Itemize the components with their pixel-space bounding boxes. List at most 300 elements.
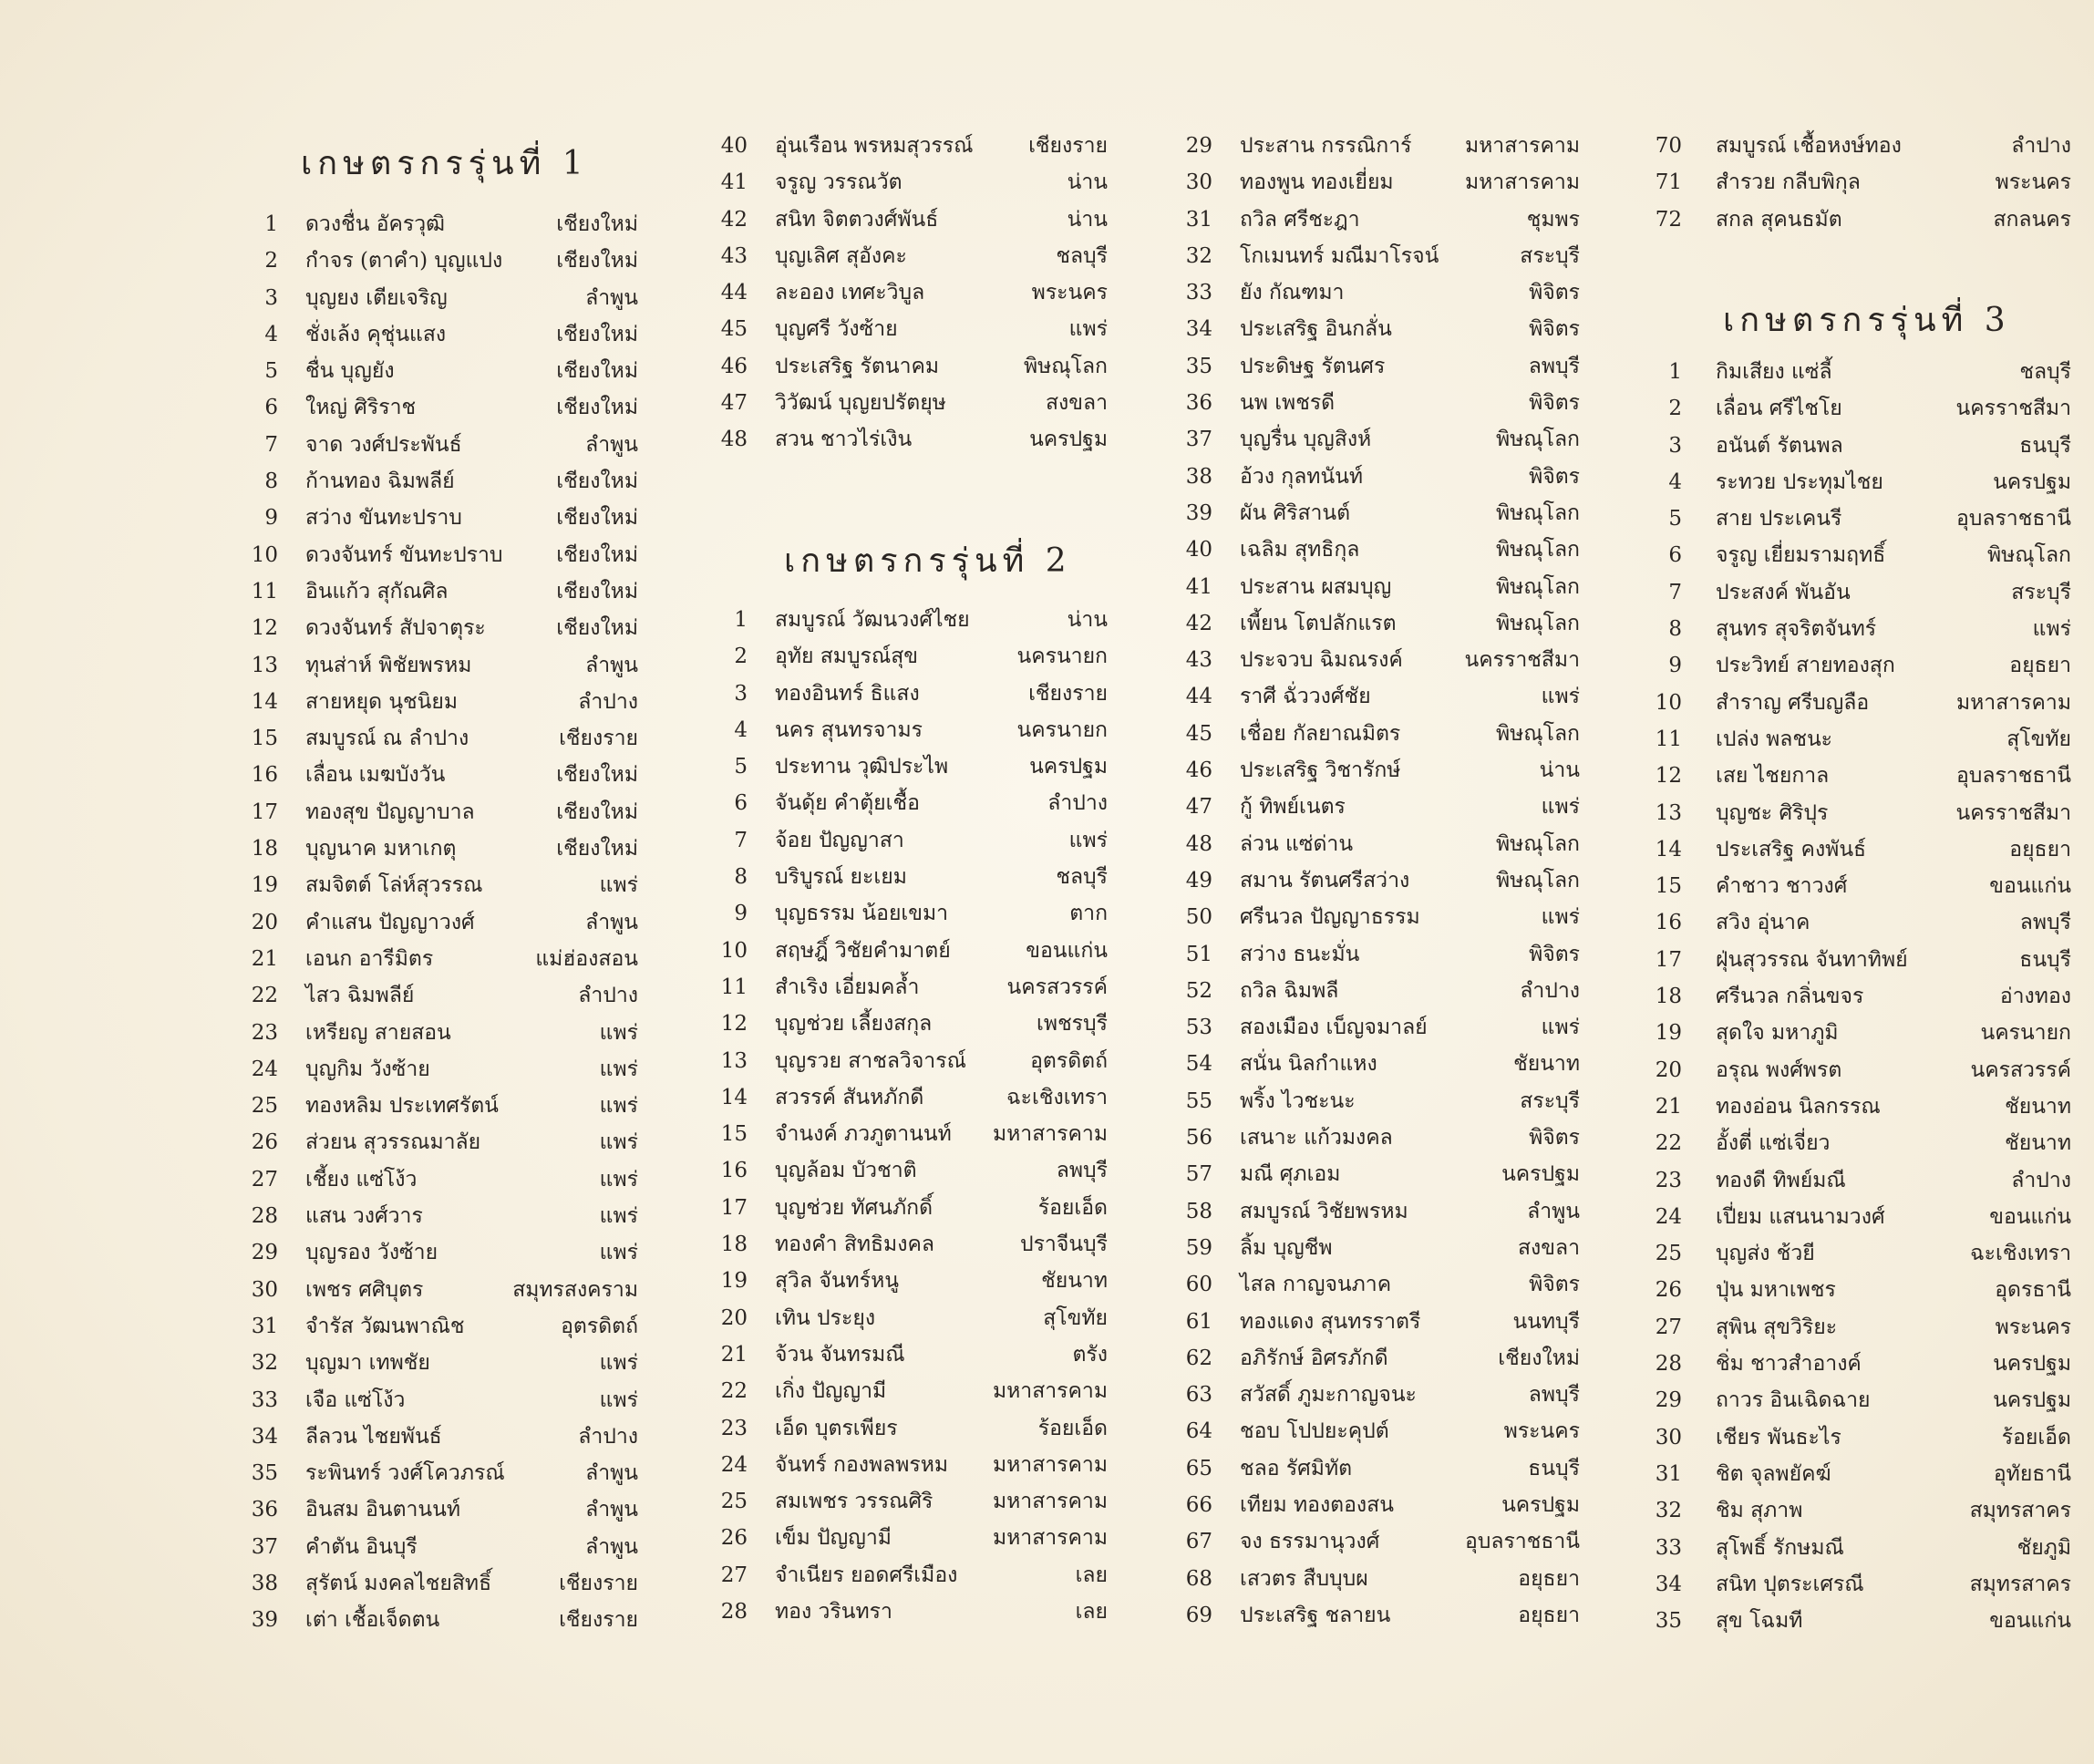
entry-number: 32 xyxy=(1185,243,1212,268)
province: นครนายก xyxy=(1016,645,1108,669)
list-item xyxy=(1176,716,1580,752)
farmer-name: บุญศรี วังซ้าย xyxy=(775,317,898,342)
farmer-name: วิวัฒน์ บุญยปรัตยุษ xyxy=(775,391,946,416)
entry-number: 64 xyxy=(1185,1419,1212,1444)
list-item xyxy=(1645,1272,2071,1308)
entry-number: 29 xyxy=(1185,134,1212,158)
entry-number: 66 xyxy=(1185,1492,1212,1517)
farmer-name: สมจิตต์ โล่ห์สุวรรณ xyxy=(305,873,483,898)
list-item xyxy=(1176,128,1580,164)
province: สุโขทัย xyxy=(1043,1305,1108,1330)
farmer-name: สำเริง เอี่ยมคล้ำ xyxy=(775,975,920,999)
province: ลพบุรี xyxy=(1528,1383,1580,1408)
entry-number: 27 xyxy=(1655,1315,1682,1339)
farmer-name: บุญล้อม บัวชาติ xyxy=(775,1159,917,1183)
entry-number: 35 xyxy=(1655,1609,1682,1634)
list-item xyxy=(711,1447,1108,1483)
entry-number: 22 xyxy=(720,1379,748,1404)
entry-number: 4 xyxy=(1668,469,1682,494)
entry-number: 70 xyxy=(1655,134,1682,158)
farmer-name: สุพิน สุขวิริยะ xyxy=(1716,1315,1838,1339)
farmer-name: ชั่งเล้ง คุชุ่นแสง xyxy=(305,322,447,346)
farmer-name: กู้ ทิพย์เนตร xyxy=(1240,795,1346,820)
farmer-name: สุนทร สุจริตจันทร์ xyxy=(1716,617,1877,642)
list-item xyxy=(711,1152,1108,1189)
farmer-name: ประจวบ ฉิมณรงค์ xyxy=(1240,648,1403,673)
entry-number: 29 xyxy=(1655,1388,1682,1413)
farmer-name: ส่วยน สุวรรณมาลัย xyxy=(305,1130,481,1155)
farmer-name: สมาน รัตนศรีสว่าง xyxy=(1240,868,1410,892)
list-item xyxy=(711,1557,1108,1594)
entry-number: 40 xyxy=(1185,538,1212,562)
list-item xyxy=(711,1079,1108,1116)
entry-number: 25 xyxy=(251,1094,278,1119)
entry-number: 13 xyxy=(720,1048,748,1073)
entry-number: 4 xyxy=(264,322,278,346)
farmer-name: บุญชะ ศิริปุร xyxy=(1716,800,1829,825)
farmer-name: สว่าง ธนะมั่น xyxy=(1240,942,1360,966)
entry-number: 27 xyxy=(251,1167,278,1191)
entry-number: 15 xyxy=(1655,874,1682,899)
province: แพร่ xyxy=(2032,617,2071,642)
entry-number: 32 xyxy=(251,1351,278,1376)
province: สงขลา xyxy=(1517,1235,1580,1260)
list-item xyxy=(711,785,1108,821)
province: ชัยนาท xyxy=(2005,1131,2071,1156)
list-item xyxy=(242,1455,638,1491)
province: อุบลราชธานี xyxy=(1464,1530,1580,1554)
list-item xyxy=(1176,459,1580,495)
province: พิจิตร xyxy=(1529,464,1580,489)
entry-number: 18 xyxy=(1655,985,1682,1009)
province: พิจิตร xyxy=(1529,1273,1580,1297)
list-item xyxy=(1645,428,2071,464)
list-item xyxy=(1176,826,1580,862)
list-item xyxy=(1176,862,1580,899)
province: แพร่ xyxy=(1541,685,1580,709)
entry-number: 56 xyxy=(1185,1126,1212,1150)
entry-number: 2 xyxy=(734,645,748,669)
list-item xyxy=(1645,1346,2071,1382)
entry-number: 8 xyxy=(1668,617,1682,642)
list-item xyxy=(242,1161,638,1198)
farmer-name: พริ้ง ไวชะนะ xyxy=(1240,1088,1356,1113)
province: แพร่ xyxy=(599,1020,638,1045)
province: สระบุรี xyxy=(1520,243,1580,268)
list-item xyxy=(242,463,638,500)
list-item xyxy=(242,867,638,903)
province: นครนายก xyxy=(1016,717,1108,742)
farmer-name: บุญกิม วังซ้าย xyxy=(305,1057,430,1081)
farmer-name: สนิท ปุตระเศรณี xyxy=(1716,1572,1864,1596)
farmer-name: สุข โฉมที xyxy=(1716,1609,1803,1634)
column-generation-1-part-2 xyxy=(711,128,1108,459)
province: ชัยภูมิ xyxy=(2017,1535,2071,1560)
farmer-name: จำเนียร ยอดศรีเมือง xyxy=(775,1563,958,1587)
province: ขอนแก่น xyxy=(1026,938,1108,963)
list-item xyxy=(1176,495,1580,531)
list-item xyxy=(711,1410,1108,1447)
province: ร้อยเอ็ด xyxy=(1037,1416,1108,1440)
farmer-name: ทุนส่าห์ พิชัยพรหม xyxy=(305,653,472,677)
province: พระนคร xyxy=(1031,281,1108,305)
province: อยุธยา xyxy=(1518,1603,1580,1627)
entry-number: 5 xyxy=(264,359,278,384)
province: อยุธยา xyxy=(2009,654,2071,678)
farmer-name: คำตัน อินบุรี xyxy=(305,1534,418,1559)
list-item xyxy=(711,969,1108,1006)
farmer-name: ศรีนวล กลิ่นขจร xyxy=(1716,985,1864,1009)
farmer-name: เปล่ง พลชนะ xyxy=(1716,727,1833,751)
province: นครปฐม xyxy=(1993,1388,2071,1413)
entry-number: 40 xyxy=(720,134,748,158)
entry-number: 7 xyxy=(264,432,278,457)
entry-number: 6 xyxy=(264,396,278,420)
farmer-name: อภิรักษ์ อิศรภักดี xyxy=(1240,1346,1388,1370)
entry-number: 12 xyxy=(251,616,278,641)
list-item xyxy=(711,1116,1108,1152)
list-item xyxy=(1176,201,1580,238)
entry-number: 2 xyxy=(1668,397,1682,421)
entry-number: 36 xyxy=(251,1498,278,1522)
farmer-name: สกล สุคนธมัต xyxy=(1716,207,1842,232)
province: สุโขทัย xyxy=(2006,727,2071,751)
entry-number: 20 xyxy=(720,1305,748,1330)
province: ตรัง xyxy=(1072,1342,1108,1367)
list-item xyxy=(242,537,638,573)
entry-number: 35 xyxy=(251,1461,278,1486)
list-item xyxy=(711,638,1108,675)
farmer-name: สฤษฎิ์ วิชัยคำมาตย์ xyxy=(775,938,951,963)
farmer-name: ก้านทอง ฉิมพลีย์ xyxy=(305,469,455,494)
entry-number: 1 xyxy=(264,212,278,236)
entry-number: 16 xyxy=(720,1159,748,1183)
farmer-name: ประทาน วุฒิประไพ xyxy=(775,755,949,779)
heading-generation-1: เกษตรกรรุ่นที่ 1 xyxy=(301,145,589,182)
province: แพร่ xyxy=(599,1241,638,1265)
entry-number: 46 xyxy=(1185,758,1212,783)
province: สระบุรี xyxy=(2011,580,2071,604)
entry-number: 39 xyxy=(251,1608,278,1633)
list-item xyxy=(1645,685,2071,721)
list-item xyxy=(242,1345,638,1381)
farmer-name: อนันต์ รัตนพล xyxy=(1716,433,1843,458)
province: ลำปาง xyxy=(2011,1168,2071,1192)
list-item xyxy=(1176,569,1580,605)
farmer-name: ดวงจันทร์ ขันทะปราบ xyxy=(305,542,503,567)
farmer-name: กำจร (ตาคำ) บุญแปง xyxy=(305,249,503,273)
list-item xyxy=(1176,1266,1580,1303)
farmer-name: เชื่อย กัลยาณมิตร xyxy=(1240,721,1401,746)
entry-number: 34 xyxy=(1185,317,1212,342)
farmer-name: ประเสริฐ รัตนาคม xyxy=(775,354,940,378)
list-item xyxy=(1645,128,2071,164)
list-item xyxy=(711,676,1108,712)
province: อุบลราชธานี xyxy=(1955,764,2071,789)
farmer-name: เชียร พันธะไร xyxy=(1716,1425,1841,1449)
province: นครปฐม xyxy=(1029,428,1108,452)
list-item xyxy=(242,720,638,757)
entry-number: 24 xyxy=(251,1057,278,1081)
entry-number: 42 xyxy=(720,207,748,232)
province: ชัยนาท xyxy=(2005,1094,2071,1119)
farmer-name: อั้งตี่ แซ่เจี่ยว xyxy=(1716,1131,1831,1156)
farmer-name: สุดใจ มหาภูมิ xyxy=(1716,1021,1839,1046)
farmer-name: บุญยง เตียเจริญ xyxy=(305,285,448,310)
province: พิษณุโลก xyxy=(1495,611,1580,635)
list-item xyxy=(1176,678,1580,715)
farmer-name: ชื่น บุญยัง xyxy=(305,359,395,384)
farmer-name: ประวิทย์ สายทองสุก xyxy=(1716,654,1895,678)
entry-number: 19 xyxy=(720,1269,748,1294)
list-item xyxy=(1645,1235,2071,1272)
province: ชุมพร xyxy=(1526,207,1580,232)
list-item xyxy=(1645,1419,2071,1456)
entry-number: 41 xyxy=(1185,574,1212,599)
province: แพร่ xyxy=(599,873,638,898)
entry-number: 47 xyxy=(720,391,748,416)
list-item xyxy=(711,748,1108,785)
farmer-name: นพ เพชรดี xyxy=(1240,391,1336,416)
farmer-name: เพี้ยน โตปลักแรต xyxy=(1240,611,1397,635)
list-item xyxy=(1176,752,1580,789)
list-item xyxy=(1176,973,1580,1009)
entry-number: 32 xyxy=(1655,1499,1682,1523)
province: สมุทรสงคราม xyxy=(512,1277,638,1302)
province: อุตรดิตถ์ xyxy=(1030,1048,1108,1073)
province: อุทัยธานี xyxy=(1993,1461,2071,1486)
farmer-name: บุญรวย สาชลวิจารณ์ xyxy=(775,1048,966,1073)
heading-generation-2: เกษตรกรรุ่นที่ 2 xyxy=(784,542,1072,580)
province: ลำพูน xyxy=(585,653,638,677)
province: อยุธยา xyxy=(2009,837,2071,861)
entry-number: 23 xyxy=(251,1020,278,1045)
province: ลำพูน xyxy=(585,910,638,934)
list-item xyxy=(1176,1597,1580,1634)
column-generation-1-part-1 xyxy=(242,206,638,1639)
farmer-name: บุญนาค มหาเกตุ xyxy=(305,837,457,861)
farmer-name: ไสล กาญจนภาค xyxy=(1240,1273,1392,1297)
province: แพร่ xyxy=(599,1204,638,1229)
province: เชียงใหม่ xyxy=(556,469,638,494)
entry-number: 18 xyxy=(720,1233,748,1257)
list-item xyxy=(1176,1119,1580,1156)
province: แพร่ xyxy=(599,1351,638,1376)
entry-number: 72 xyxy=(1655,207,1682,232)
entry-number: 23 xyxy=(720,1416,748,1440)
province: พิษณุโลก xyxy=(1023,354,1108,378)
entry-number: 39 xyxy=(1185,500,1212,525)
list-item xyxy=(1176,348,1580,385)
entry-number: 12 xyxy=(1655,764,1682,789)
farmer-name: สุรัตน์ มงคลไชยสิทธิ์ xyxy=(305,1571,492,1595)
list-item xyxy=(1645,1566,2071,1603)
entry-number: 46 xyxy=(720,354,748,378)
entry-number: 71 xyxy=(1655,170,1682,195)
list-item xyxy=(242,389,638,426)
farmer-name: ยัง กัณฑมา xyxy=(1240,281,1345,305)
list-item xyxy=(1176,899,1580,935)
list-item xyxy=(242,1418,638,1455)
farmer-name: ประสาน ผสมบุญ xyxy=(1240,574,1392,599)
entry-number: 13 xyxy=(1655,800,1682,825)
list-item xyxy=(1176,642,1580,678)
province: เชียงใหม่ xyxy=(556,763,638,788)
list-item xyxy=(1176,274,1580,311)
list-item xyxy=(1645,1456,2071,1492)
farmer-name: อ้วง กุลทนันท์ xyxy=(1240,464,1364,489)
list-item xyxy=(1645,942,2071,978)
farmer-name: บุญเลิศ สุอังคะ xyxy=(775,243,907,268)
province: แพร่ xyxy=(1541,795,1580,820)
entry-number: 14 xyxy=(1655,837,1682,861)
entry-number: 11 xyxy=(720,975,748,999)
province: เพชรบุรี xyxy=(1037,1012,1108,1037)
list-item xyxy=(1645,537,2071,573)
entry-number: 60 xyxy=(1185,1273,1212,1297)
province: อุบลราชธานี xyxy=(1955,507,2071,531)
farmer-name: กิมเสียง แซ่ลี้ xyxy=(1716,360,1832,384)
entry-number: 48 xyxy=(1185,831,1212,856)
entry-number: 58 xyxy=(1185,1199,1212,1223)
province: พิษณุโลก xyxy=(1495,831,1580,856)
farmer-name: สายหยุด นุชนิยม xyxy=(305,689,459,714)
farmer-name: ชลอ รัศมิทัต xyxy=(1240,1456,1353,1480)
province: น่าน xyxy=(1067,170,1108,195)
list-item xyxy=(1645,611,2071,647)
farmer-name: จง ธรรมานุวงศ์ xyxy=(1240,1530,1380,1554)
farmer-name: จ้วน จันทรมณี xyxy=(775,1342,905,1367)
list-item xyxy=(1645,1382,2071,1418)
farmer-name: บุญมา เทพชัย xyxy=(305,1351,430,1376)
entry-number: 19 xyxy=(251,873,278,898)
farmer-name: ทองอินทร์ ธิแสง xyxy=(775,681,920,706)
list-item xyxy=(1645,1603,2071,1639)
list-item xyxy=(1645,831,2071,868)
entry-number: 18 xyxy=(251,837,278,861)
list-item xyxy=(1645,795,2071,831)
farmer-name: ประสาน กรรณิการ์ xyxy=(1240,134,1412,158)
province: พิจิตร xyxy=(1529,281,1580,305)
list-item xyxy=(242,1382,638,1418)
province: ฉะเชิงเทรา xyxy=(1969,1242,2071,1266)
entry-number: 17 xyxy=(1655,947,1682,972)
farmer-name: สว่าง ขันทะปราบ xyxy=(305,506,462,531)
entry-number: 33 xyxy=(1185,281,1212,305)
entry-number: 8 xyxy=(734,865,748,890)
province: สงขลา xyxy=(1045,391,1108,416)
farmer-name: สองเมือง เบ็ญจมาลย์ xyxy=(1240,1016,1428,1040)
list-item xyxy=(711,1336,1108,1373)
list-item xyxy=(1645,868,2071,904)
province: พิษณุโลก xyxy=(1495,538,1580,562)
entry-number: 24 xyxy=(720,1452,748,1477)
farmer-name: ทองดี ทิพย์มณี xyxy=(1716,1168,1846,1192)
province: เชียงราย xyxy=(559,1571,638,1595)
farmer-name: อินแก้ว สุกัณศิล xyxy=(305,579,449,603)
entry-number: 14 xyxy=(720,1085,748,1109)
entry-number: 21 xyxy=(1655,1094,1682,1119)
province: แพร่ xyxy=(599,1167,638,1191)
province: นครปฐม xyxy=(1501,1162,1580,1187)
farmer-name: โกเมนทร์ มณีมาโรจน์ xyxy=(1240,243,1439,268)
entry-number: 28 xyxy=(720,1600,748,1625)
list-item xyxy=(1176,936,1580,973)
farmer-name: จำรัส วัฒนพาณิช xyxy=(305,1314,465,1338)
farmer-name: สำราญ ศรีบญลือ xyxy=(1716,690,1870,715)
list-item xyxy=(1645,721,2071,758)
farmer-name: ใหญ่ ศิริราช xyxy=(305,396,417,420)
list-item xyxy=(1645,354,2071,390)
list-item xyxy=(1176,1487,1580,1523)
entry-number: 33 xyxy=(251,1387,278,1412)
farmer-name: เปี่ยม แสนนามวงศ์ xyxy=(1716,1204,1885,1229)
province: เชียงใหม่ xyxy=(556,542,638,567)
province: ตาก xyxy=(1069,902,1108,926)
list-item xyxy=(711,1006,1108,1042)
entry-number: 26 xyxy=(720,1526,748,1551)
list-item xyxy=(242,206,638,242)
farmer-name: สนิท จิตตวงศ์พันธ์ xyxy=(775,207,939,232)
list-item xyxy=(711,1483,1108,1520)
province: สระบุรี xyxy=(1520,1088,1580,1113)
list-item xyxy=(242,280,638,316)
farmer-name: สวรรค์ สันหภักดี xyxy=(775,1085,924,1109)
list-item xyxy=(1176,1523,1580,1560)
province: แพร่ xyxy=(1541,1016,1580,1040)
farmer-name: ชิต จุลพยัคฆ์ xyxy=(1716,1461,1831,1486)
farmer-name: เอ็ด บุตรเพียร xyxy=(775,1416,898,1440)
province: ลำพูน xyxy=(1527,1199,1580,1223)
entry-number: 36 xyxy=(1185,391,1212,416)
entry-number: 21 xyxy=(251,946,278,971)
list-item xyxy=(242,1088,638,1124)
entry-number: 65 xyxy=(1185,1456,1212,1480)
list-item xyxy=(1176,1340,1580,1377)
list-item xyxy=(1176,789,1580,825)
entry-number: 3 xyxy=(1668,433,1682,458)
entry-number: 52 xyxy=(1185,978,1212,1003)
entry-number: 17 xyxy=(720,1195,748,1220)
province: ชลบุรี xyxy=(1056,865,1108,890)
province: นครราชสีมา xyxy=(1955,800,2071,825)
entry-number: 43 xyxy=(720,243,748,268)
entry-number: 45 xyxy=(720,317,748,342)
province: แพร่ xyxy=(599,1057,638,1081)
farmer-name: คำแสน ปัญญาวงศ์ xyxy=(305,910,475,934)
farmer-name: ทอง วรินทรา xyxy=(775,1600,892,1625)
entry-number: 27 xyxy=(720,1563,748,1587)
farmer-name: เลื่อน ศรีไชโย xyxy=(1716,397,1842,421)
column-generation-3 xyxy=(1645,354,2071,1639)
farmer-name: ประเสริฐ วิชารักษ์ xyxy=(1240,758,1401,783)
entry-number: 9 xyxy=(734,902,748,926)
entry-number: 29 xyxy=(251,1241,278,1265)
list-item xyxy=(711,1226,1108,1263)
entry-number: 11 xyxy=(1655,727,1682,751)
entry-number: 11 xyxy=(251,579,278,603)
entry-number: 38 xyxy=(251,1571,278,1595)
province: พิจิตร xyxy=(1529,391,1580,416)
province: แพร่ xyxy=(1068,828,1108,852)
farmer-name: ทองพูน ทองเยี่ยม xyxy=(1240,170,1394,195)
entry-number: 23 xyxy=(1655,1168,1682,1192)
entry-number: 9 xyxy=(264,506,278,531)
farmer-name: เหรียญ สายสอน xyxy=(305,1020,451,1045)
farmer-name: ประเสริฐ อินกลั่น xyxy=(1240,317,1392,342)
province: พิจิตร xyxy=(1529,1126,1580,1150)
farmer-name: สำรวย กลีบพิกุล xyxy=(1716,170,1861,195)
